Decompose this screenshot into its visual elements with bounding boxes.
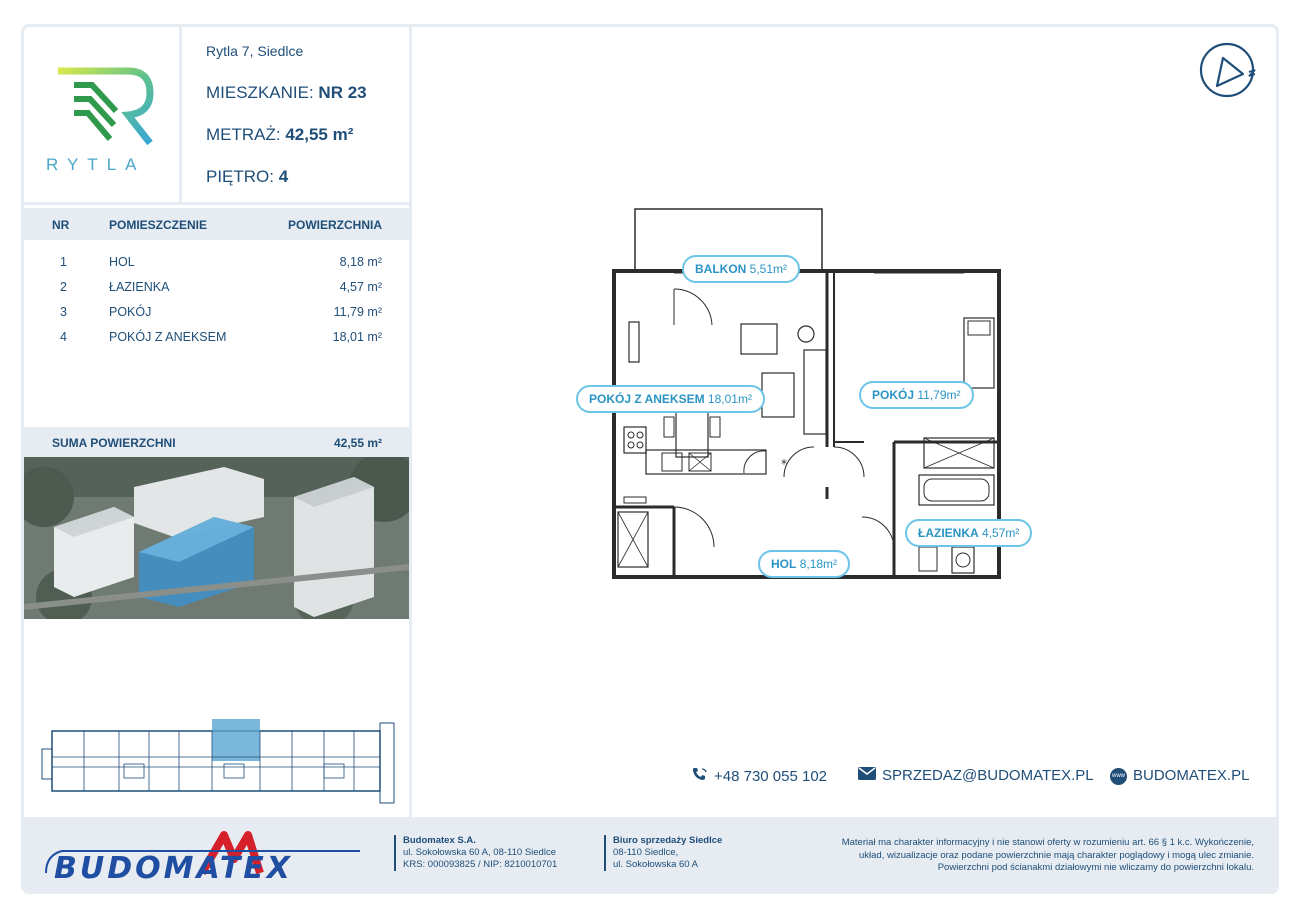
aerial-visualization — [24, 457, 409, 619]
area-sum — [24, 427, 409, 457]
left-column — [24, 27, 412, 817]
apartment-area: METRAŻ: 42,55 m² — [206, 125, 354, 144]
table-row: 3 POKÓJ 11,79 m² — [60, 305, 382, 319]
sales-office-info: Biuro sprzedaży Siedlce 08-110 Siedlce, ul. Sokołowska 60 A — [604, 835, 722, 871]
www-icon: www — [1110, 768, 1127, 785]
contact-website[interactable]: www BUDOMATEX.PL — [1112, 767, 1250, 784]
label-hol: HOL 8,18m² — [758, 550, 850, 578]
rytla-logo — [24, 27, 182, 205]
label-lazienka: ŁAZIENKA 4,57m² — [905, 519, 1032, 547]
label-pokoj: POKÓJ 11,79m² — [859, 381, 974, 409]
legal-disclaimer: Materiał ma charakter informacyjny i nie stanowi oferty w rozumieniu art. 66 § 1 k.c. Wykończenie, układ, wizualizacje oraz podane powierzchnie mają charakter poglądowy i mogą ulec zmianie. Powierzchni pod ścianakmi działowymi nie wliczamy do powierzchni lokalu. — [841, 837, 1254, 873]
floor-plan — [584, 207, 1024, 607]
brand-wordmark: BUDOMATEX — [54, 851, 293, 886]
table-row: 1 HOL 8,18 m² — [60, 255, 382, 269]
header-row — [24, 27, 412, 205]
footer — [24, 817, 1279, 894]
key-plan-drawing — [24, 709, 409, 814]
contact-email[interactable]: SPRZEDAZ@BUDOMATEX.PL — [858, 767, 1094, 784]
page-frame — [21, 24, 1279, 894]
col-area: POWIERZCHNIA — [288, 218, 382, 232]
label-balkon: BALKON 5,51m² — [682, 255, 800, 283]
phone-icon — [692, 767, 708, 785]
apartment-info — [206, 43, 367, 209]
contact-phone[interactable]: +48 730 055 102 — [692, 767, 827, 785]
rytla-logo-mark — [24, 27, 174, 157]
apartment-number: MIESZKANIE: NR 23 — [206, 83, 367, 102]
col-nr: NR — [52, 218, 70, 232]
north-compass-icon — [1199, 42, 1261, 109]
envelope-icon — [858, 767, 876, 784]
label-pokoj-z-aneksem: POKÓJ Z ANEKSEM 18,01m² — [576, 385, 765, 413]
sum-value: 42,55 m² — [333, 436, 382, 450]
rooms-table-header — [24, 208, 409, 240]
logo-wordmark: RYTLA — [46, 155, 146, 174]
aerial-image — [24, 457, 409, 619]
logo-underline — [24, 179, 174, 185]
rooms-table — [24, 249, 409, 349]
budomatex-logo — [42, 829, 372, 886]
col-room: POMIESZCZENIE — [109, 218, 208, 232]
floor-key-plan — [24, 709, 409, 814]
table-row: 4 POKÓJ Z ANEKSEM 18,01 m² — [60, 330, 382, 344]
address: Rytla 7, Siedlce — [206, 43, 304, 59]
sum-label: SUMA POWIERZCHNI — [52, 436, 176, 450]
company-info: Budomatex S.A. ul. Sokołowska 60 A, 08-110 Siedlce KRS: 000093825 / NIP: 8210010701 — [394, 835, 557, 871]
svg-text:*: * — [781, 457, 787, 471]
table-row: 2 ŁAZIENKA 4,57 m² — [60, 280, 382, 294]
apartment-floor: PIĘTRO: 4 — [206, 167, 289, 186]
